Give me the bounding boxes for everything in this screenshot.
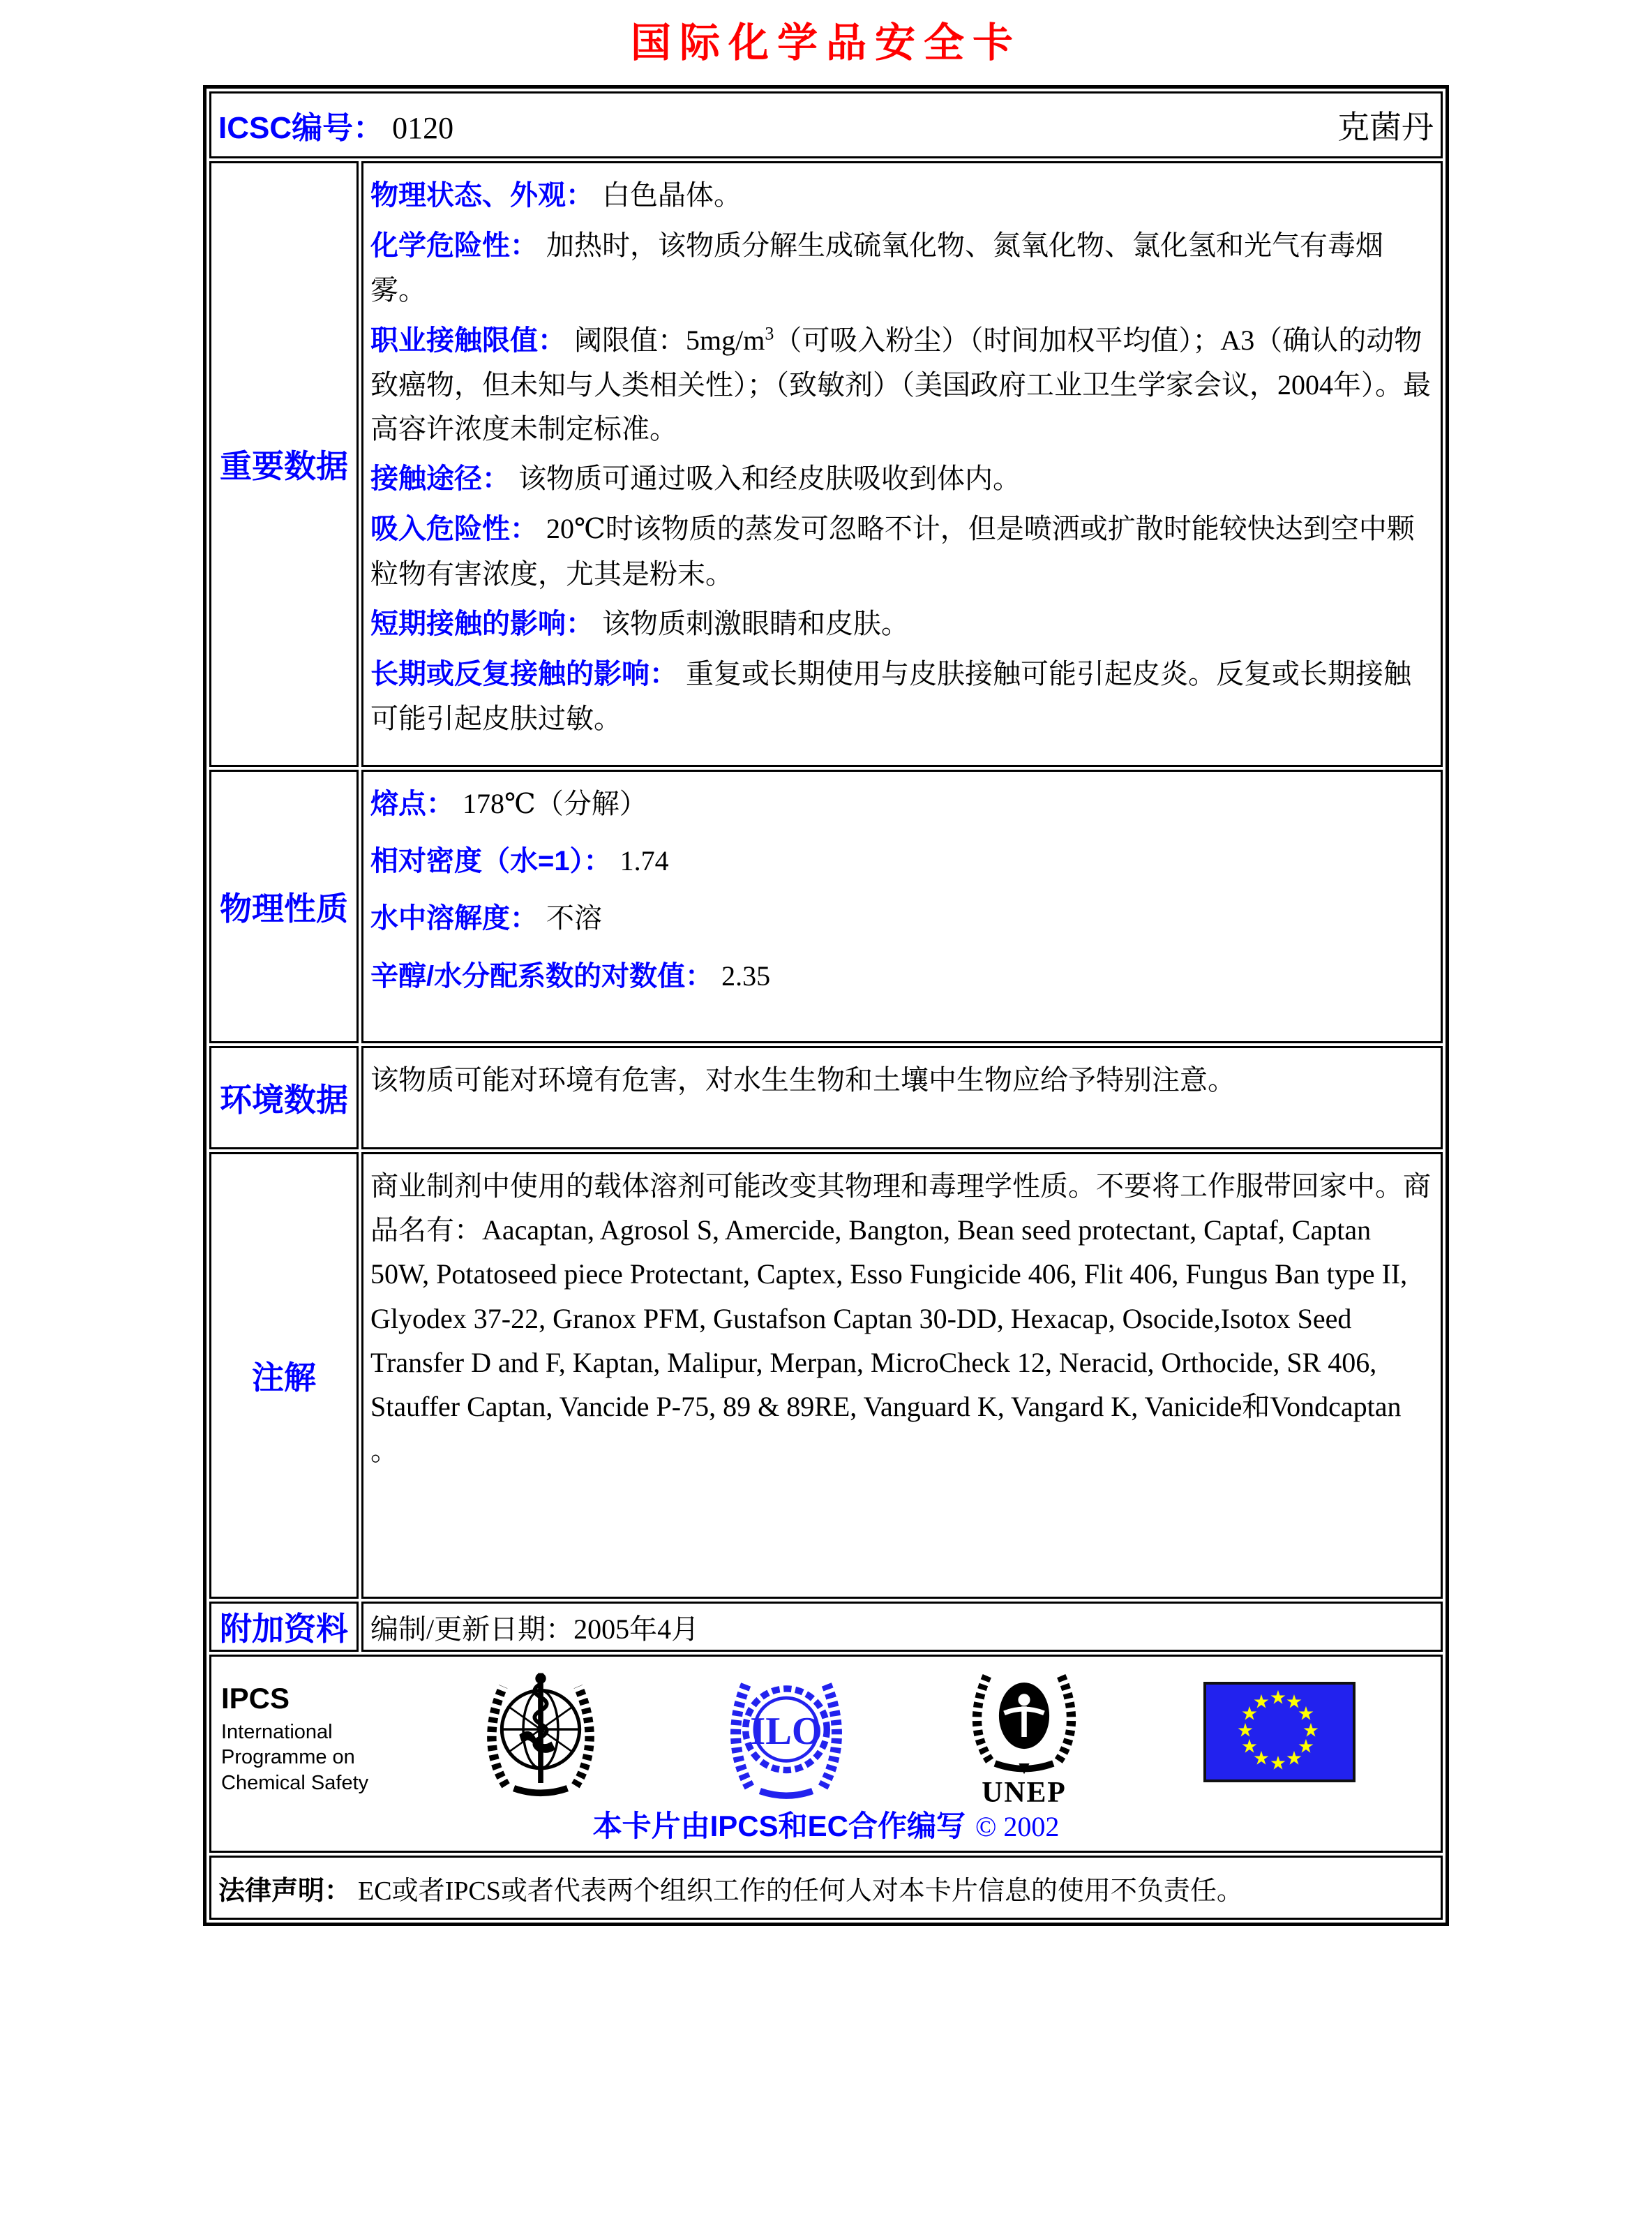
- eu-star: ★: [1269, 1687, 1287, 1708]
- field-inhalation-risk: [370, 507, 1435, 595]
- table-row: [209, 1152, 1443, 1599]
- field-melting-point: [370, 782, 1435, 826]
- ilo-logo-icon: [721, 1665, 852, 1803]
- notes-text: 商业制剂中使用的载体溶剂可能改变其物理和毒理学性质。不要将工作服带回家中。商品名有：Aacaptan, Agrosol S, Amercide, Bangton, Bean seed protectant, Captaf, Captan 50W, Potatoseed piece Protectant, Captex, Esso Fungicide 406, Flit 406, Fungus Ban type II, Glyodex 37-22, Granox PFM, Gustafson Captan 30-DD, Hexacap, Osocide,Isotox Seed Transfer D and F, Kaptan, Malipur, Merpan, MicroCheck 12, Neracid, Orthocide, SR 406, Stauffer Captan, Vancide P-75, 89 & 89RE, Vanguard K, Vangard K, Vanicide和Vondcaptan 。: [370, 1170, 1431, 1467]
- field-label: 水中溶解度：: [370, 903, 538, 934]
- eu-star: ★: [1252, 1691, 1270, 1713]
- additional-info-content: [361, 1602, 1443, 1652]
- field-exposure-routes: [370, 456, 1435, 501]
- eu-star: ★: [1302, 1719, 1320, 1741]
- eu-star: ★: [1252, 1747, 1270, 1769]
- environmental-data-content: [361, 1046, 1443, 1149]
- table-row: [209, 161, 1443, 767]
- icsc-card-page: [0, 10, 1652, 2231]
- eu-star: ★: [1297, 1703, 1315, 1724]
- eu-star: ★: [1285, 1747, 1303, 1769]
- field-label: 熔点：: [370, 789, 454, 819]
- superscript-3: 3: [765, 323, 774, 344]
- table-row: [209, 1602, 1443, 1652]
- page-title: 国际化学品安全卡: [630, 20, 1021, 66]
- caption-text: 本卡片由IPCS和EC合作编写: [592, 1810, 966, 1842]
- icsc-table: [203, 85, 1449, 1926]
- field-octanol-water-partition: [370, 954, 1435, 999]
- field-water-solubility: [370, 896, 1435, 941]
- update-date-value: 2005年4月: [573, 1613, 700, 1645]
- table-row: [209, 770, 1443, 1043]
- field-value: 重复或长期使用与皮肤接触可能引起皮炎。反复或长期接触可能引起皮肤过敏。: [370, 657, 1411, 735]
- eu-star: ★: [1240, 1703, 1259, 1724]
- legal-label: 法律声明：: [218, 1876, 352, 1906]
- ipcs-line: Chemical Safety: [221, 1771, 369, 1794]
- field-long-term-effects: [370, 652, 1435, 740]
- table-row: [209, 1856, 1443, 1920]
- ilo-letters: ILO: [750, 1709, 823, 1753]
- notes-content: [361, 1152, 1443, 1599]
- eu-star: ★: [1269, 1752, 1287, 1774]
- cooperation-caption: [217, 1803, 1435, 1845]
- icsc-number-group: [218, 103, 453, 147]
- logos-row: [209, 1655, 1443, 1853]
- icsc-number-label: ICSC编号：: [218, 111, 384, 145]
- field-value: 该物质刺激眼睛和皮肤。: [602, 607, 909, 639]
- field-label: 辛醇/水分配系数的对数值：: [370, 960, 714, 992]
- section-heading-environmental-data: 环境数据: [209, 1046, 359, 1149]
- eu-star: ★: [1297, 1736, 1315, 1757]
- field-label: 接触途径：: [370, 463, 510, 495]
- field-value: 白色晶体。: [602, 179, 742, 211]
- eu-star: ★: [1285, 1691, 1303, 1713]
- field-occupational-exposure-limit: [370, 318, 1435, 452]
- field-label: 职业接触限值：: [370, 324, 566, 356]
- field-value: 20℃时该物质的蒸发可忽略不计，但是喷洒或扩散时能较快达到空中颗粒物有害浓度，尤其是粉末。: [370, 513, 1415, 590]
- field-label: 短期接触的影响：: [370, 608, 594, 639]
- physical-properties-content: [361, 770, 1443, 1043]
- icsc-number-value: 0120: [392, 111, 454, 145]
- legal-text: EC或者IPCS或者代表两个组织工作的任何人对本卡片信息的使用不负责任。: [358, 1876, 1243, 1906]
- field-relative-density: [370, 839, 1435, 883]
- table-row: [209, 91, 1443, 158]
- field-value: 加热时，该物质分解生成硫氧化物、氮氧化物、氯化氢和光气有毒烟雾。: [370, 230, 1383, 306]
- who-logo-icon: [474, 1665, 608, 1803]
- eu-flag-icon: [1203, 1682, 1356, 1782]
- chemical-name: 克菌丹: [1337, 110, 1434, 145]
- field-short-term-effects: [370, 602, 1435, 646]
- id-row-cell: [209, 91, 1443, 158]
- ipcs-text-block: [221, 1682, 368, 1796]
- update-date-label: 编制/更新日期：: [370, 1613, 574, 1645]
- field-value: 该物质可通过吸入和经皮肤吸收到体内。: [518, 463, 1021, 495]
- table-row: [209, 1046, 1443, 1149]
- field-label: 吸入危险性：: [370, 514, 538, 545]
- section-heading-physical-properties: 物理性质: [209, 770, 359, 1043]
- field-value: 1.74: [620, 845, 669, 877]
- field-physical-state: [370, 173, 1435, 218]
- section-heading-notes: 注解: [209, 1152, 359, 1599]
- field-chemical-danger: [370, 223, 1435, 312]
- eu-star: ★: [1236, 1719, 1254, 1741]
- environmental-text: 该物质可能对环境有危害，对水生生物和土壤中生物应给予特别注意。: [370, 1064, 1236, 1096]
- copyright-text: © 2002: [975, 1811, 1060, 1842]
- ipcs-acronym: IPCS: [221, 1682, 290, 1715]
- logo-strip: [217, 1662, 1435, 1809]
- section-heading-important-data: 重要数据: [209, 161, 359, 767]
- unep-letters: UNEP: [982, 1777, 1067, 1809]
- eu-star: ★: [1240, 1736, 1259, 1757]
- field-label: 相对密度（水=1）：: [370, 846, 612, 877]
- field-value: 178℃（分解）: [463, 788, 647, 819]
- field-value: 阈限值：$5mg/m^3$（可吸入粉尘）（时间加权平均值）；A3（确认的动物致癌物，但未知与人类相关性）；（致敏剂）（美国政府工业卫生学家会议，2004年）。最高容许浓度未制定标准。: [370, 323, 1431, 445]
- important-data-content: [361, 161, 1443, 767]
- unep-logo-icon: [958, 1665, 1090, 1812]
- field-label: 化学危险性：: [370, 230, 538, 262]
- field-value: 不溶: [546, 902, 602, 934]
- ipcs-line: International: [221, 1721, 333, 1743]
- field-label: 物理状态、外观：: [370, 180, 594, 211]
- ipcs-line: Programme on: [221, 1746, 355, 1769]
- legal-row: [209, 1856, 1443, 1920]
- field-value: 2.35: [721, 960, 771, 992]
- table-row: [209, 1655, 1443, 1853]
- field-label: 长期或反复接触的影响：: [370, 658, 677, 689]
- section-heading-additional-info: 附加资料: [209, 1602, 359, 1652]
